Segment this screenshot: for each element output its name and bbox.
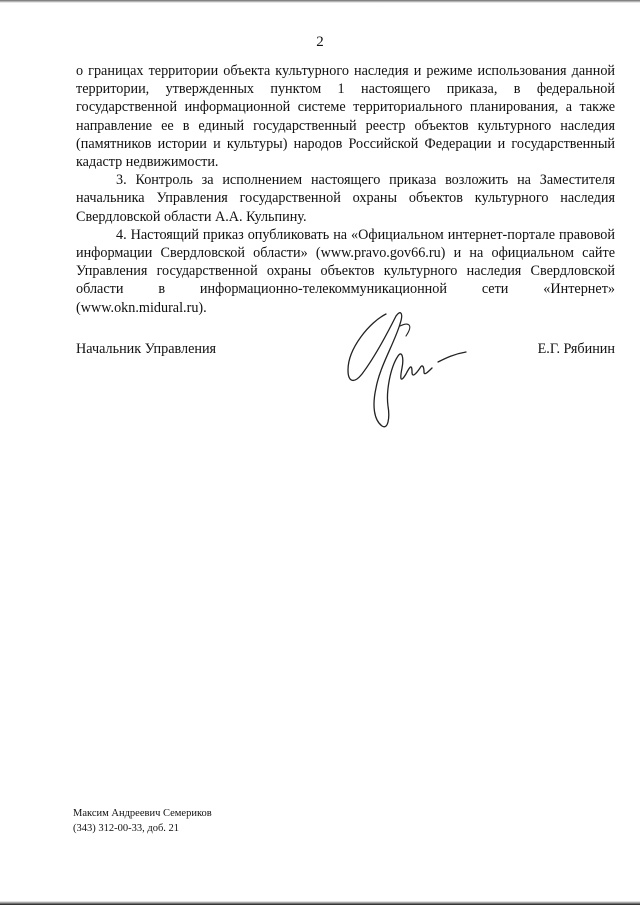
paragraph-continuation: о границах территории объекта культурного наследия и режиме использования данной территории, утвержденных пунктом 1 настоящего приказа, в федеральной государственной информационной системе территориального планирования, а также направление ее в единый государственный реестр объектов культурного наследия (памятников истории и культуры) народов Российской Федерации и государственный кадастр недвижимости.: [76, 63, 615, 171]
signer-position: Начальник Управления: [76, 341, 217, 357]
handwritten-signature: [340, 302, 480, 442]
executor-footer: [73, 806, 212, 836]
executor-name: Максим Андреевич Семериков: [73, 808, 212, 819]
paragraph-item-3: 3. Контроль за исполнением настоящего приказа возложить на Заместителя начальника Управления государственной охраны объектов культурного наследия Свердловской области А.А. Кульпину.: [76, 172, 615, 225]
scan-edge-bottom: [0, 901, 640, 905]
executor-phone: (343) 312-00-33, доб. 21: [73, 823, 180, 834]
scan-edge-top: [0, 0, 640, 3]
signer-name: Е.Г. Рябинин: [537, 341, 615, 357]
document-body: [76, 62, 615, 317]
page-number: 2: [316, 34, 324, 50]
paragraph-item-4: 4. Настоящий приказ опубликовать на «Официальном интернет-портале правовой информации Свердловской области» (www.pravo.gov66.ru) и на официальном сайте Управления государственной охраны объектов культурного наследия Свердловской области в информационно-телекоммуникационной сети «Интернет» (www.okn.midural.ru).: [76, 226, 615, 316]
